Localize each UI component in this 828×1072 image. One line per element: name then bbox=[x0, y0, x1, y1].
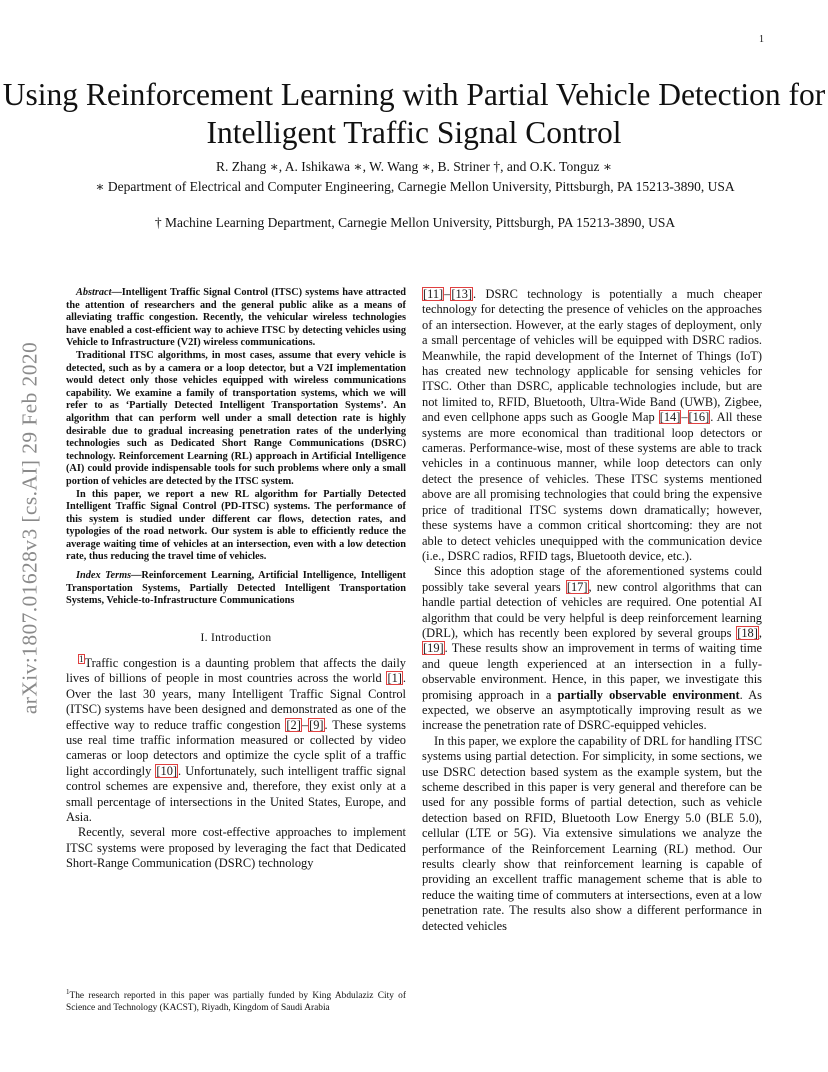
intro-paragraph-2: Recently, several more cost-effective approaches to implement ITSC systems were proposed by leveraging the fact that Dedicated Short-Range Communication (DSRC) technology bbox=[66, 825, 406, 871]
citation-link[interactable]: [17] bbox=[566, 579, 588, 594]
section-title-introduction: I. Introduction bbox=[200, 631, 272, 644]
page-number: 1 bbox=[759, 34, 764, 45]
paper-title: Using Reinforcement Learning with Partial Vehicle Detection for Intelligent Traffic Signal Control bbox=[2, 77, 826, 150]
footnote-link[interactable]: 1 bbox=[79, 653, 84, 664]
left-column bbox=[66, 287, 406, 872]
right-paragraph-3: In this paper, we explore the capability of DRL for handling ITSC systems using partial detection. For simplicity, in some sections, we use DSRC detection based system as the example system, but the scheme described in this paper is very general and therefore can be used for any possible forms of partial detection, such as vehicle detection based on RFID, Bluetooth Low Energy 5.0 (BLE 5.0), cellular (LTE or 5G). Via extensive simulations we analyze the performance of the Reinforcement Learning (RL) method. Our results clearly show that reinforcement learning is capable of providing an excellent traffic management scheme that is able to reduce the waiting time of commuters at intersections, even at a low penetration rate. The results also show a different performance in detected vehicles bbox=[422, 733, 762, 933]
abstract bbox=[66, 287, 406, 608]
footnote-marker: 1 bbox=[66, 988, 70, 996]
right-paragraph-1: [11]–[13]. DSRC technology is potentially a much cheaper technology for detecting the presence of vehicles on the approaches of an intersection. However, at the early stages of deployment, only a small percentage of vehicles will be equipped with DSRC radios. Meanwhile, the rapid development of the Internet of Things (IoT) has created new technology applicable for sensing vehicles for ITSC. Other than DSRC, applicable technologies include, but are not limited to, RFID, Bluetooth, Ultra-Wide Band (UWB), Zigbee, and even cellphone apps such as Google Map [14]–[16]. All these systems are more economical than traditional loop detectors or cameras. Performance-wise, most of these systems are able to track vehicles in a continuous manner, while loop detectors can only detect the presence of vehicles. These ITSC systems mentioned above are all promising technologies that could bring the expensive price of traditional ITSC systems down dramatically; however, these systems have a common critical shortcoming: they are not able to detect vehicles unequipped with the communication device (i.e., DSRC radios, RFID tags, Bluetooth device, etc.). bbox=[422, 287, 762, 563]
abstract-paragraph-3: In this paper, we report a new RL algorithm for Partially Detected Intelligent Traffic Signal Control (PD-ITSC) systems. The performance of this system is studied under different car flows, detection rates, and typologies of the road network. Our system is able to efficiently reduce the average waiting time of vehicles at an intersection, even with a low detection rate, thus reducing the travel time of vehicles. bbox=[66, 488, 406, 563]
citation-link[interactable]: [18] bbox=[737, 625, 758, 640]
index-terms-label: Index Terms bbox=[76, 570, 132, 582]
emphasis-partially-observable: partially observable environment bbox=[557, 687, 740, 702]
arxiv-stamp bbox=[2, 290, 58, 765]
citation-link[interactable]: [13] bbox=[451, 287, 473, 301]
intro-paragraph-1: $^1$Traffic congestion is a daunting problem that affects the daily lives of billions of people in most countries across the world [1]. Over the last 30 years, many Intelligent Traffic Signal Control (ITSC) systems have been designed and demonstrated as one of the effective way to reduce traffic congestion [2]–[9]. These systems use real time traffic information measured or collected by video cameras or loop detectors and optimize the cycle split of a traffic light accordingly [10]. Unfortunately, such intelligent traffic signal control schemes are expensive and, therefore, they exist only at a small percentage of intersections in the United States, Europe, and Asia. bbox=[66, 653, 406, 825]
citation-link[interactable]: [10] bbox=[156, 763, 178, 778]
citation-link[interactable]: [1] bbox=[387, 671, 402, 686]
right-column bbox=[422, 287, 762, 934]
introduction-body bbox=[66, 652, 406, 872]
index-terms: Index Terms—Reinforcement Learning, Artificial Intelligence, Intelligent Transportation Systems, Partially Detected Intelligent Transportation Systems, Vehicle-to-Infrastructure Communications bbox=[66, 570, 406, 607]
right-paragraph-2: Since this adoption stage of the aforementioned systems could possibly take several years [17], new control algorithms that can handle partial detection of vehicles are required. One potential AI algorithm that could be very helpful is deep reinforcement learning (DRL), which has recently been explored by several groups [18], [19]. These results show an improvement in terms of waiting time and queue length experienced at an intersection in a fully-observable environment. Hence, in this paper, we investigate this promising approach in a partially observable environment. As expected, we observe an asymptotically improving result as we increase the penetration rate of DSRC-equipped vehicles. bbox=[422, 564, 762, 733]
footnote bbox=[66, 986, 406, 1014]
affiliation-ml: † Machine Learning Department, Carnegie Mellon University, Pittsburgh, PA 15213-3890, USA bbox=[154, 215, 676, 230]
citation-link[interactable]: [2] bbox=[286, 717, 301, 732]
abstract-paragraph-1: Abstract—Intelligent Traffic Signal Control (ITSC) systems have attracted the attention of researchers and the general public alike as a means of alleviating traffic congestion. Recently, the vehicular wireless technologies have enabled a cost-efficient way to achieve ITSC by detecting vehicles using Vehicle to Infrastructure (V2I) wireless communications. bbox=[66, 287, 406, 349]
citation-link[interactable]: [9] bbox=[309, 717, 324, 732]
arxiv-stamp-text: arXiv:1807.01628v3 [cs.AI] 29 Feb 2020 bbox=[17, 341, 42, 714]
abstract-paragraph-2: Traditional ITSC algorithms, in most cases, assume that every vehicle is detected, such as by a camera or a loop detector, but a V2I implementation would detect only those vehicles equipped with wireless communications capability. We examine a family of transportation systems, which we will refer to as ‘Partially Detected Intelligent Transportation Systems’. An algorithm that can perform well under a small detection rate is highly desirable due to gradual increasing penetration rates of the underlying technologies such as Dedicated Short Range Communications (DSRC) technology. Reinforcement Learning (RL) approach in Artificial Intelligence (AI) could provide indispensable tools for such problems where only a small portion of vehicles are detected by the ITSC system. bbox=[66, 349, 406, 487]
citation-link[interactable]: [11] bbox=[423, 287, 444, 301]
author-list: R. Zhang ∗, A. Ishikawa ∗, W. Wang ∗, B. Striner †, and O.K. Tonguz ∗ bbox=[215, 159, 612, 174]
abstract-label: Abstract bbox=[76, 287, 112, 298]
citation-link[interactable]: [16] bbox=[688, 410, 710, 425]
footnote-text: The research reported in this paper was partially funded by King Abdulaziz City of Science and Technology (KACST), Riyadh, Kingdom of Saudi Arabia bbox=[66, 991, 406, 1014]
citation-link[interactable]: [19] bbox=[423, 641, 444, 656]
affiliation-ece: ∗ Department of Electrical and Computer Engineering, Carnegie Mellon University, Pittsburgh, PA 15213-3890, USA bbox=[95, 179, 735, 194]
citation-link[interactable]: [14] bbox=[659, 410, 681, 425]
